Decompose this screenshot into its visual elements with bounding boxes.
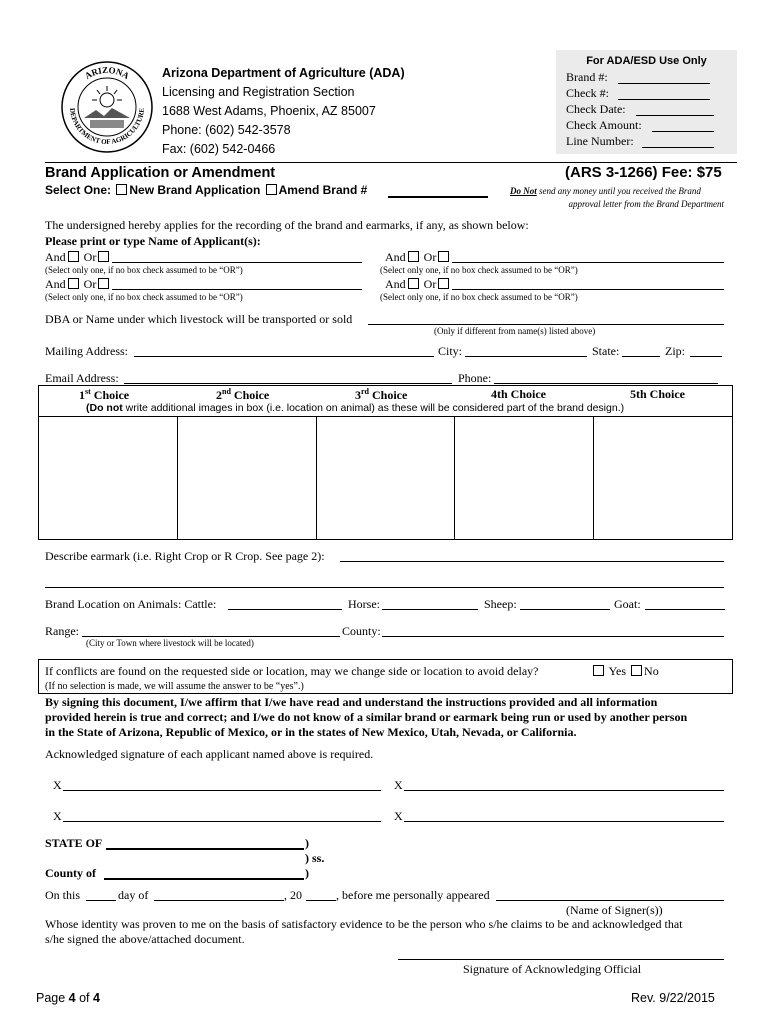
horse-field[interactable] bbox=[382, 609, 478, 610]
state-label: State: bbox=[592, 344, 620, 358]
applicant-name-field-1[interactable] bbox=[112, 262, 362, 263]
whose-line-1: Whose identity was proven to me on the basis of satisfactory evidence to be the person who s/he claims to be and acknowledged that bbox=[45, 917, 683, 931]
email-field[interactable] bbox=[124, 383, 452, 384]
select-note-4: (Select only one, if no box check assumed to be “OR”) bbox=[380, 292, 578, 302]
state-paren: ) bbox=[305, 836, 309, 850]
and-checkbox-4[interactable] bbox=[408, 278, 419, 289]
signature-field-4[interactable] bbox=[404, 821, 724, 822]
applicant-name-field-2[interactable] bbox=[452, 262, 724, 263]
and-checkbox-2[interactable] bbox=[408, 251, 419, 262]
svg-text:ARIZONA bbox=[83, 65, 132, 81]
brand-box-4[interactable] bbox=[455, 416, 594, 539]
form-fee: (ARS 3-1266) Fee: $75 bbox=[565, 164, 722, 181]
intro-text: The undersigned hereby applies for the recording of the brand and earmarks, if any, as shown below: bbox=[45, 218, 529, 232]
day-of-label: day of bbox=[118, 888, 149, 902]
signer-name-field[interactable] bbox=[496, 900, 724, 901]
amend-brand-checkbox[interactable] bbox=[266, 184, 277, 195]
signature-field-3[interactable] bbox=[63, 821, 381, 822]
year-field[interactable] bbox=[306, 900, 336, 901]
state-of-field[interactable] bbox=[106, 848, 304, 850]
mailing-field[interactable] bbox=[134, 356, 434, 357]
office-use-title: For ADA/ESD Use Only bbox=[586, 55, 707, 67]
city-field[interactable] bbox=[465, 356, 587, 357]
amend-brand-label: Amend Brand # bbox=[278, 183, 368, 197]
twenty-label: , 20 bbox=[284, 888, 302, 902]
dba-note: (Only if different from name(s) listed above) bbox=[434, 326, 596, 336]
state-of-label: STATE OF bbox=[45, 836, 103, 850]
or-checkbox-3[interactable] bbox=[98, 278, 109, 289]
applicant-name-field-3[interactable] bbox=[112, 289, 362, 290]
select-one-label: Select One: bbox=[45, 183, 112, 197]
range-label: Range: bbox=[45, 624, 79, 638]
choice-label-4: 4th Choice bbox=[491, 387, 546, 401]
office-check-date-field: Check Date: bbox=[566, 102, 626, 116]
print-name-heading: Please print or type Name of Applicant(s): bbox=[45, 234, 261, 248]
office-line-number-field: Line Number: bbox=[566, 134, 634, 148]
before-me-label: , before me personally appeared bbox=[336, 888, 490, 902]
choice-header bbox=[38, 385, 733, 417]
and-checkbox-1[interactable] bbox=[68, 251, 79, 262]
range-note: (City or Town where livestock will be located) bbox=[86, 638, 254, 648]
conflicts-note: (If no selection is made, we will assume the answer to be “yes”.) bbox=[45, 681, 304, 692]
new-brand-checkbox[interactable] bbox=[116, 184, 127, 195]
no-money-notice: Do Not send any money until you received the Brand bbox=[510, 186, 701, 196]
applicant-name-field-4[interactable] bbox=[452, 289, 724, 290]
sig-x-4: X bbox=[394, 809, 403, 823]
ss-label: ) ss. bbox=[305, 851, 325, 865]
select-note-1: (Select only one, if no box check assumed to be “OR”) bbox=[45, 265, 243, 275]
whose-line-2: s/he signed the above/attached document. bbox=[45, 932, 245, 946]
brand-box-5[interactable] bbox=[594, 416, 732, 539]
phone-label: Phone: bbox=[458, 371, 492, 385]
or-checkbox-1[interactable] bbox=[98, 251, 109, 262]
sheep-field[interactable] bbox=[520, 609, 610, 610]
county-of-label: County of bbox=[45, 866, 97, 880]
conflicts-yes-checkbox[interactable] bbox=[593, 665, 604, 676]
sig-x-3: X bbox=[53, 809, 62, 823]
choice-note: (Do not write additional images in box (i.e. location on animal) as these will be considered part of the brand design.) bbox=[86, 402, 625, 414]
page-number: Page 4 of 4 bbox=[36, 991, 100, 1005]
county-field[interactable] bbox=[382, 636, 724, 637]
official-signature-field[interactable] bbox=[398, 959, 724, 960]
org-phone: Phone: (602) 542-3578 bbox=[162, 123, 291, 137]
office-brand-field: Brand #: bbox=[566, 70, 608, 84]
office-check-amount-field: Check Amount: bbox=[566, 118, 642, 132]
affirm-line-1: By signing this document, I/we affirm that I/we have read and understand the instructions provided and all information bbox=[45, 695, 658, 709]
choice-label-5: 5th Choice bbox=[630, 387, 685, 401]
applicant-3-andor: And Or bbox=[45, 277, 111, 292]
affirm-line-3: in the State of Arizona, Republic of Mexico, or in the states of New Mexico, Utah, Nevada, or California. bbox=[45, 725, 577, 739]
brand-box-3[interactable] bbox=[317, 416, 456, 539]
seal-text-bottom: DEPARTMENT OF AGRICULTURE bbox=[67, 107, 147, 147]
conflicts-no-checkbox[interactable] bbox=[631, 665, 642, 676]
cattle-label: Brand Location on Animals: Cattle: bbox=[45, 597, 217, 611]
or-checkbox-2[interactable] bbox=[438, 251, 449, 262]
form-title: Brand Application or Amendment bbox=[45, 165, 276, 181]
dba-field[interactable] bbox=[368, 324, 724, 325]
org-name: Arizona Department of Agriculture (ADA) bbox=[162, 66, 405, 80]
conflicts-box bbox=[38, 659, 733, 694]
ack-text: Acknowledged signature of each applicant named above is required. bbox=[45, 747, 374, 761]
goat-label: Goat: bbox=[614, 597, 641, 611]
or-checkbox-4[interactable] bbox=[438, 278, 449, 289]
county-label: County: bbox=[342, 624, 381, 638]
county-paren: ) bbox=[305, 866, 309, 880]
sheep-label: Sheep: bbox=[484, 597, 517, 611]
office-check-field: Check #: bbox=[566, 86, 609, 100]
official-signature-label: Signature of Acknowledging Official bbox=[463, 962, 642, 976]
org-section: Licensing and Registration Section bbox=[162, 85, 355, 99]
affirm-line-2: provided herein is true and correct; and I/we do not know of a similar brand or earmark being run or used by another person bbox=[45, 710, 688, 724]
and-checkbox-3[interactable] bbox=[68, 278, 79, 289]
mailing-label: Mailing Address: bbox=[45, 344, 128, 358]
zip-label: Zip: bbox=[665, 344, 685, 358]
cattle-field[interactable] bbox=[228, 609, 342, 610]
state-field[interactable] bbox=[622, 356, 660, 357]
revision-date: Rev. 9/22/2015 bbox=[631, 991, 715, 1005]
office-use-box bbox=[556, 50, 737, 154]
email-label: Email Address: bbox=[45, 371, 119, 385]
earmark-field-2[interactable] bbox=[45, 587, 724, 588]
city-label: City: bbox=[438, 344, 463, 358]
day-field[interactable] bbox=[86, 900, 116, 901]
choice-label-2: 2nd Choice bbox=[216, 387, 270, 402]
on-this-label: On this bbox=[45, 888, 81, 902]
phone-field[interactable] bbox=[494, 383, 718, 384]
range-field[interactable] bbox=[82, 636, 340, 637]
applicant-1-andor: And Or bbox=[45, 250, 111, 265]
signature-field-2[interactable] bbox=[404, 790, 724, 791]
month-field[interactable] bbox=[154, 900, 284, 901]
dba-label: DBA or Name under which livestock will be transported or sold bbox=[45, 312, 353, 326]
new-brand-label: New Brand Application bbox=[129, 183, 261, 197]
sig-x-1: X bbox=[53, 778, 62, 792]
amend-brand-number-field[interactable] bbox=[388, 196, 488, 198]
earmark-field[interactable] bbox=[340, 561, 724, 562]
signature-field-1[interactable] bbox=[63, 790, 381, 791]
select-note-3: (Select only one, if no box check assumed to be “OR”) bbox=[45, 292, 243, 302]
applicant-2-andor: And Or bbox=[385, 250, 451, 265]
goat-field[interactable] bbox=[645, 609, 725, 610]
seal-text-top: ARIZONA bbox=[82, 64, 132, 82]
choice-label-3: 3rd Choice bbox=[355, 387, 408, 402]
conflicts-options: Yes No bbox=[591, 664, 659, 679]
horse-label: Horse: bbox=[348, 597, 380, 611]
select-one-row bbox=[45, 183, 367, 197]
brand-box-1[interactable] bbox=[39, 416, 178, 539]
county-of-field[interactable] bbox=[104, 878, 304, 880]
no-money-notice-line2: approval letter from the Brand Department bbox=[568, 199, 724, 209]
ada-seal-logo bbox=[60, 60, 154, 154]
brand-box-2[interactable] bbox=[178, 416, 317, 539]
signer-name-note: (Name of Signer(s)) bbox=[566, 903, 663, 917]
zip-field[interactable] bbox=[690, 356, 722, 357]
sig-x-2: X bbox=[394, 778, 403, 792]
earmark-label: Describe earmark (i.e. Right Crop or R Crop. See page 2): bbox=[45, 549, 325, 563]
applicant-4-andor: And Or bbox=[385, 277, 451, 292]
brand-drawing-boxes bbox=[38, 416, 733, 540]
choice-label-1: 1st Choice bbox=[79, 387, 130, 402]
select-note-2: (Select only one, if no box check assumed to be “OR”) bbox=[380, 265, 578, 275]
conflicts-question: If conflicts are found on the requested side or location, may we change side or location to avoid delay? bbox=[45, 664, 539, 678]
org-fax: Fax: (602) 542-0466 bbox=[162, 142, 276, 156]
org-address: 1688 West Adams, Phoenix, AZ 85007 bbox=[162, 104, 376, 118]
